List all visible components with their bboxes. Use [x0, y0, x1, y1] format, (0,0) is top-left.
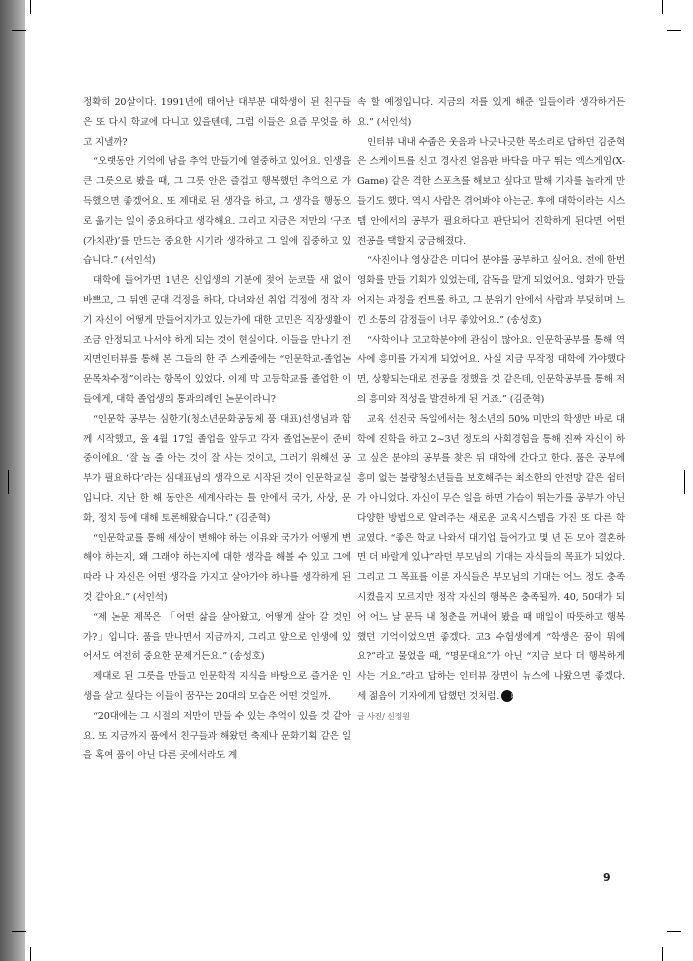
- paragraph: “오랫동안 기억에 남을 추억 만들기에 열중하고 있어요. 인생을 큰 그릇으로 봤을 때, 그 그릇 안은 즐겁고 행복했던 추억으로 가득했으면 좋겠어요. 또 제대로 된 생각을 하고, 그 생각을 행동으로 옮기는 일이 중요하다고 생각해요. 그리고 지금은 저만의 ‘구조(가치관)’를 만드는 중요한 시기라 생각하고 그 일에 집중하고 있습니다.” (서인석): [83, 156, 351, 267]
- right-column: [357, 93, 625, 727]
- paragraph: 속 할 예정입니다. 지금의 저를 있게 해준 일들이라 생각하거든요.” (서인석): [357, 97, 625, 128]
- crop-mark: [667, 30, 681, 31]
- crop-mark: [662, 947, 663, 961]
- crop-mark: [662, 0, 663, 14]
- page-number: 9: [603, 871, 611, 884]
- crop-mark: [667, 931, 681, 932]
- crop-mark: [684, 470, 685, 494]
- end-mark-icon: JAB: [501, 690, 513, 702]
- paragraph: “제 논문 제목은 「어떤 삶을 살아왔고, 어떻게 살아 갈 것인가?」입니다. 품을 만나면서 지금까지, 그리고 앞으로 인생에 있어서도 여전히 중요한 문제거든요.” (송성호): [83, 611, 351, 663]
- paragraph: [357, 410, 625, 707]
- paragraph: 인터뷰 내내 수줍은 웃음과 나긋나긋한 목소리로 답하던 김준혁은 스케이트를 신고 경사진 얼음판 바닥을 마구 뛰는 엑스게임(X-Game) 같은 격한 스포츠를 해보고 싶다고 말해 기자를 놀라게 만들기도 했다. 역시 사람은 겪어봐야 아는군. 후에 대학이라는 시스템 안에서의 공부가 필요하다고 판단되어 진학하게 된다면 어떤 전공을 택할지 궁금해졌다.: [357, 136, 625, 247]
- paragraph: “사학이나 고고학분야에 관심이 많아요. 인문학공부를 통해 역사에 흥미를 가지게 되었어요. 사실 지금 무작정 대학에 가야했다면, 상황되는대로 전공을 정했을 것 같은데, 인문학공부를 통해 저의 흥미와 적성을 발견하게 된 거죠.” (김준혁): [357, 334, 625, 405]
- paragraph-text: 교육 선진국 독일에서는 청소년의 50% 미만의 학생만 바로 대학에 진학을 하고 2~3년 정도의 사회경험을 통해 진짜 자신이 하고 싶은 분야의 공부를 찾은 뒤 대학에 간다고 한다. 품은 공부에 흥미 없는 불량청소년들을 보호해주는 최소한의 안전망 같은 쉼터가 아니었다. 자신이 무슨 일을 하면 가슴이 뛰는가를 공부가 아닌 다양한 방법으로 알려주는 새로운 교육시스템을 가진 또 다른 학교였다. “좋은 학교 나와서 대기업 들어가고 몇 년 돈 모아 결혼하면 더 바랄게 있냐”라던 부모님의 기대는 자식들의 목표가 되었다. 그리고 그 목표를 이룬 자식들은 부모님의 기대는 어느 정도 충족시켰을지 모르지만 정작 자신의 행복은 충족될까. 40, 50대가 되어 어느 날 문득 내 청춘을 꺼내어 봤을 때 매일이 따뜻하고 행복했던 기억이었으면 좋겠다. 고3 수험생에게 “학생은 꿈이 뭐에요?”라고 물었을 때, “명문대요”가 아닌 “지금 보다 더 행복하게 사는 거요.”라고 답하는 인터뷰 장면이 뉴스에 나왔으면 좋겠다. 세 젊음이 기자에게 답했던 것처럼.: [357, 413, 625, 702]
- crop-mark: [30, 947, 31, 961]
- paragraph: 제대로 된 그릇을 만들고 인문학적 지식을 바탕으로 즐거운 인생을 살고 싶다는 이들이 꿈꾸는 20대의 모습은 어떤 것일까.: [83, 671, 351, 702]
- crop-mark: [12, 931, 26, 932]
- crop-mark: [8, 470, 9, 494]
- paragraph: “20대에는 그 시절의 저만이 만들 수 있는 추억이 있을 것 같아요. 또 지금까지 품에서 친구들과 해왔던 축제나 문화기획 같은 일을 혹여 품이 아닌 다른 곳에서라도 계: [83, 710, 351, 762]
- crop-mark: [12, 30, 26, 31]
- paragraph: 대학에 들어가면 1년은 신입생의 기분에 젖어 눈코뜰 새 없이 바쁘고, 그 뒤엔 군대 걱정을 하다, 다녀와선 취업 걱정에 정작 자기 자신이 어떻게 만들어지가고 있는가에 대한 고민은 직장생활이 조금 안정되고 나서야 하게 되는 것이 현실이다. 이들을 만나기 전 지면인터뷰를 통해 본 그들의 한 주 스케줄에는 “인문학교-졸업논문목차수정”이라는 항목이 있었다. 이제 막 고등학교를 졸업한 이들에게, 대학 졸업생의 통과의례인 논문이라니?: [83, 275, 351, 405]
- paragraph: “인문학 공부는 심한기(청소년문화공동체 품 대표)선생님과 함께 시작했고, 올 4월 17일 졸업을 앞두고 각자 졸업논문이 준비 중이에요. ‘잘 놀 줄 아는 것이 잘 사는 것이고, 그러기 위해선 공부가 필요하다’라는 심대표님의 생각으로 시작된 것이 인문학교실입니다. 지난 한 해 동안은 세계사라는 틀 안에서 국가, 사상, 문화, 정치 등에 대해 토론해왔습니다.” (김준혁): [83, 413, 351, 524]
- crop-mark: [30, 0, 31, 14]
- paragraph: “사진이나 영상같은 미디어 분야를 공부하고 싶어요. 전에 한번 영화를 만들 기회가 있었는데, 감독을 맡게 되었어요. 영화가 만들어지는 과정을 컨트롤 하고, 그 분위기 안에서 사람과 부딪히며 느낀 소통의 감정들이 너무 좋았어요.” (송성호): [357, 255, 625, 326]
- paragraph: “인문학교를 통해 세상이 변해야 하는 이유와 국가가 어떻게 변해야 하는지, 왜 그래야 하는지에 대한 생각을 해볼 수 있고 그에 따라 나 자신은 어떤 생각을 가지고 살아가야 하나를 생각하게 된 것 같아요.” (서인석): [83, 532, 351, 603]
- photo-credit: 글 사진/ 신정원: [357, 711, 410, 721]
- left-column: [83, 93, 351, 766]
- left-photo-edge: [0, 0, 25, 961]
- paragraph: 정확히 20살이다. 1991년에 태어난 대부분 대학생이 된 친구들은 또 다시 학교에 다니고 있을텐데, 그럼 이들은 요즘 무엇을 하고 지낼까?: [83, 97, 351, 148]
